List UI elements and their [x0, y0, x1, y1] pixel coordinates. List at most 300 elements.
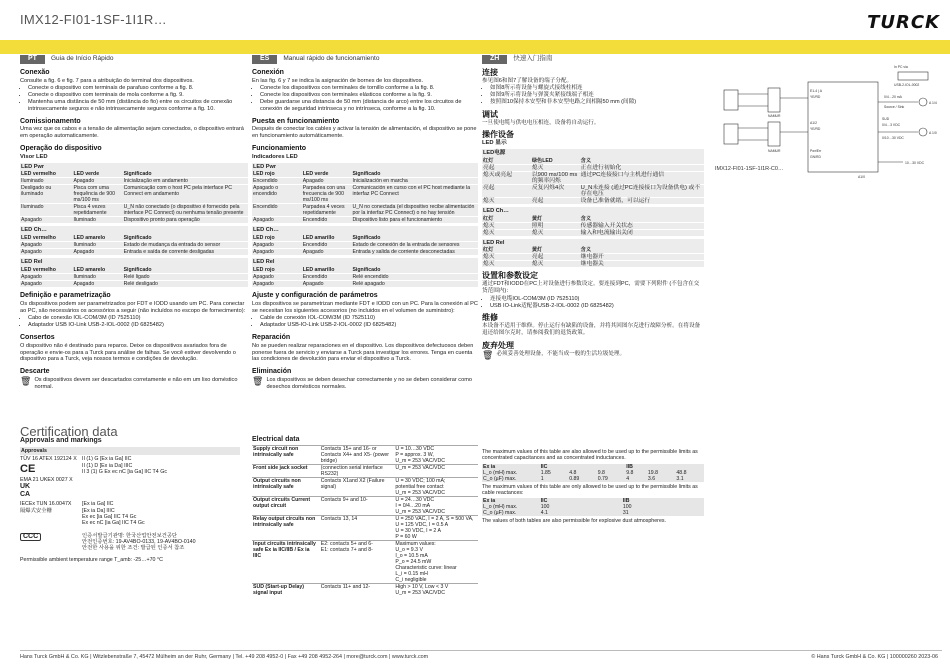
- table-row: [20, 242, 248, 249]
- list-item: • Conecte los dispositivos con terminales de tornillo conforme a la fig. 8.: [260, 85, 478, 92]
- wiring-lines: [724, 72, 928, 172]
- approval-mark: [Ex ia Ga] IIC: [82, 501, 114, 508]
- approval-name: 隔爆式安全栅: [20, 507, 52, 514]
- column-header: 含义: [580, 215, 592, 222]
- table-cell: 1: [540, 475, 544, 482]
- table-cell: Entrada e saída de corrente desligadas: [123, 249, 248, 256]
- table-cell: Inicialización en marcha: [351, 178, 478, 185]
- table-cell: U_N não conectado (o dispositivo é fornecido pela interface PC Connect) ou nenhuma tensão presente: [123, 204, 248, 217]
- table-cell: Relé apagado: [351, 280, 478, 287]
- approval-name: EMA 21 UKEX 0027 X: [20, 477, 73, 484]
- table-cell: Contacts 11+ and 12-: [320, 584, 395, 597]
- table-cell: 19.8: [647, 469, 659, 476]
- bullet-list: [20, 85, 248, 112]
- column-header: LED verde: [302, 171, 329, 178]
- section-heading: 操作设备: [482, 130, 514, 140]
- max-values-table-1: [482, 464, 704, 482]
- led-table-ch: [252, 226, 478, 255]
- table-cell: 通过PC连接接口与主机进行通信: [580, 171, 704, 184]
- approvals-block: [20, 447, 240, 563]
- zh-column: [482, 55, 704, 360]
- paragraph: Os dispositivos devem ser descartados corretamente e não em um lixo doméstico normal.: [34, 376, 238, 390]
- table-cell: Iluminado: [72, 217, 122, 224]
- table-cell: Apagado: [302, 178, 352, 185]
- approval-row: [20, 533, 240, 552]
- led-table-rel: [482, 239, 704, 268]
- table-row: [252, 465, 478, 478]
- diagram-label: GN/RD: [810, 155, 821, 159]
- table-row: [482, 197, 704, 204]
- table-row: [252, 273, 478, 280]
- table-cell: Iluminado: [20, 178, 72, 185]
- column-header: IIB: [622, 498, 630, 505]
- section-heading: Ajuste y configuración de parámetros: [252, 291, 378, 299]
- table-cell: Comunicação com o host PC pela interface PC Connect em andamento: [123, 185, 248, 204]
- column-header: LED vermelho: [21, 266, 56, 273]
- column-header: Significado: [352, 235, 381, 242]
- table-row: [482, 222, 704, 229]
- table-cell: 熄灭: [482, 229, 531, 236]
- table-cell: Dispositivo listo para el funcionamiento: [351, 217, 478, 224]
- lang-tag-es: ES: [252, 55, 277, 64]
- diagram-label: Source / Sink: [884, 105, 905, 109]
- table-cell: Entrada y salida de corriente desconectadas: [351, 249, 478, 256]
- approval-mark: 안전한 사용을 위한 조건: 발급된 인증서 참조: [82, 545, 185, 552]
- column-header: IIB: [626, 463, 633, 470]
- table-cell: 亮起: [531, 197, 580, 204]
- max-values-table-2: [482, 498, 704, 516]
- bullet-list: [482, 85, 704, 105]
- column-header: Significado: [123, 235, 152, 242]
- diagram-label: 0/10…30 VDC: [882, 136, 904, 140]
- electrical-heading: Electrical data: [252, 436, 300, 443]
- led-table-ch: [482, 207, 704, 236]
- table-cell: U = 250 VAC, I = 2 A, S = 500 VA, U = 125 VDC, I = 0.5 A U = 30 VDC, I = 2 A P = 60 W: [394, 516, 478, 541]
- table-cell: Encendido: [252, 178, 302, 185]
- approval-mark: 안전인증번호: 19-AV4BO-0133, 19-AV4BO-0140: [82, 538, 196, 545]
- table-cell: Input circuits intrinsically safe Ex ia IIC/IIB / Ex ia IIIC: [252, 541, 320, 584]
- paragraph: 本设备不适用于维修。停止运行有缺陷的设备，并将其回图尔克进行故障分析。在将设备退还给图尔克时，请参阅我们的退货政策。: [482, 323, 701, 336]
- list-item: • 连接电缆IOL-COM/3M (ID 7525110): [490, 296, 704, 303]
- list-item: • Mantenha uma distância de 50 mm (distância do fio) entre os circuitos de conexão intrinsecamente seguros e não intrinsecamente seguros conforme a fig. 10.: [28, 99, 248, 113]
- table-cell: 熄灭: [531, 229, 580, 236]
- led-table-pwr: [482, 149, 704, 204]
- table-cell: 亮起: [531, 254, 580, 261]
- table-cell: U = 24…30 VDC I = 0/4…20 mA U_m = 253 VAC/VDC: [394, 497, 478, 516]
- table-cell: Apagado: [72, 249, 122, 256]
- paragraph: Consulte a fig. 6 e fig. 7 para a atribuição do terminal dos dispositivos.: [20, 77, 194, 84]
- table-cell: Encendido: [302, 242, 352, 249]
- column-header: LED amarillo: [302, 235, 335, 242]
- table-row: [20, 185, 248, 204]
- paragraph: 必须妥善处理设备，不能当成一般的生活垃圾处理。: [496, 350, 626, 357]
- column-header: LED vermelho: [21, 235, 56, 242]
- led-table-rel: [252, 258, 478, 287]
- wiring-diagram: [718, 62, 943, 182]
- led-table-pwr: [20, 163, 248, 224]
- table-title: LED Ch…: [21, 227, 47, 234]
- table-cell: Supply circuit non intrinsically safe: [252, 446, 320, 465]
- table-cell: Apagado: [20, 273, 72, 280]
- paragraph: Os dispositivos podem ser parametrizados por FDT e IODD usando um PC. Para conectar ao PC, são necessários os acessórios a seguir (não incluídos no escopo de fornecimento):: [20, 300, 246, 314]
- table-row: [252, 497, 478, 516]
- column-header: Ex ia: [483, 498, 496, 505]
- table-title: LED Rel: [483, 239, 505, 246]
- diagram-label: A 1/0: [929, 131, 937, 135]
- table-row: [252, 249, 478, 256]
- paragraph: 参见图6和图7了解设备的端子分配。: [482, 77, 573, 84]
- table-cell: Iluminado: [20, 204, 72, 217]
- table-cell: 熄灭: [531, 164, 580, 171]
- table-cell: U_N未连接 (通过PC连接接口为设备供电) 或不存在电压: [580, 184, 704, 197]
- table-cell: Pisca com uma frequência de 900 ms/100 ms: [72, 185, 122, 204]
- table-row: [252, 584, 478, 597]
- subheading: Visor LED: [20, 153, 48, 160]
- table-cell: Estado de conexión de la entrada de sensores: [351, 242, 478, 249]
- bullet-list: [252, 315, 478, 329]
- section-heading: Comissionamento: [20, 117, 81, 125]
- table-cell: Apagado: [302, 249, 352, 256]
- list-item: • Conecte los dispositivos con terminales elásticos conforme a la fig. 9.: [260, 92, 478, 99]
- table-cell: 亮起: [482, 164, 531, 171]
- table-cell: Iluminado: [72, 273, 122, 280]
- list-item: • Conecte o dispositivo com terminais de parafuso conforme a fig. 8.: [28, 85, 248, 92]
- table-row: [482, 510, 704, 516]
- table-cell: Output circuits non intrinsically safe: [252, 478, 320, 497]
- pt-column: [20, 55, 248, 392]
- paragraph: Los dispositivos se parametrizan mediante FDT e IODD con un PC. Para la conexión al PC se necesitan los siguientes accesorios (no incluidos en el volumen de suministro):: [252, 300, 478, 314]
- table-cell: Apagado: [252, 242, 302, 249]
- approval-mark: II (1) D [Ex ia Da] IIIC: [82, 462, 133, 469]
- diagram-label: Pwr/Err: [810, 149, 822, 153]
- table-cell: 正在进行初始化: [580, 164, 704, 171]
- column-header: Ex ia: [483, 463, 496, 470]
- table-row: [252, 478, 478, 497]
- section-heading: 设置和参数设定: [482, 271, 538, 281]
- max-values-block: [482, 449, 704, 525]
- section-heading: Consertos: [20, 333, 55, 341]
- table-cell: 熄灭或亮起: [482, 171, 531, 184]
- es-column: [252, 55, 478, 392]
- table-row: [482, 254, 704, 261]
- table-cell: Apagado: [20, 242, 72, 249]
- column-header: LED verde: [73, 171, 100, 178]
- diagram-label: USB-2-IOL-0002: [894, 83, 920, 87]
- electrical-table: [252, 445, 478, 596]
- table-cell: Apagado: [252, 249, 302, 256]
- table-cell: Front side jack socket: [252, 465, 320, 478]
- table-row: [20, 217, 248, 224]
- column-header: 红灯: [483, 247, 494, 254]
- table-cell: High > 10 V, Low < 3 V U_m = 253 VAC/VDC: [394, 584, 478, 597]
- column-header: Significado: [352, 266, 381, 273]
- column-header: Significado: [123, 171, 152, 178]
- note: The maximum values of this table are also allowed to be used up to the permissible limits as concentrated capacitances and as concentrated inductances.: [482, 449, 698, 462]
- table-cell: L_o (mH) max.: [483, 469, 518, 476]
- section-heading: Definição e parametrização: [20, 291, 111, 299]
- subheading: Indicadores LED: [252, 153, 298, 160]
- table-row: [20, 273, 248, 280]
- table-cell: Comunicación en curso con el PC host mediante la interfaz PC Connect: [351, 185, 478, 204]
- table-cell: 0.89: [569, 475, 580, 482]
- table-cell: 传感器输入开关状态: [580, 222, 704, 229]
- lang-desc: Manual rápido de funcionamiento: [283, 55, 380, 62]
- document-title: IMX12-FI01-1SF-1I1R…: [20, 12, 167, 27]
- table-cell: Apagado: [20, 280, 72, 287]
- cert-title: Certification data: [20, 424, 118, 439]
- column-header: 黄灯: [531, 215, 543, 222]
- section-heading: Puesta en funcionamiento: [252, 117, 340, 125]
- table-cell: 熄灭: [531, 261, 580, 268]
- table-title: LED电源: [483, 149, 506, 156]
- table-cell: Estado de mudança da entrada do sensor: [123, 242, 248, 249]
- table-cell: 亮起: [482, 184, 531, 197]
- lang-tag-pt: PT: [20, 55, 45, 64]
- table-row: [482, 229, 704, 236]
- table-cell: Apagado: [20, 217, 72, 224]
- table-row: [252, 204, 478, 217]
- list-item: • 如图8所示将设备与螺旋式接线柱相连: [490, 85, 704, 92]
- table-cell: 熄灭: [482, 197, 531, 204]
- diagram-label: 0/4…3 VDC: [882, 123, 901, 127]
- list-item: • Cable de conexión IOL-COM/3M (ID 7525110): [260, 315, 478, 322]
- table-row: [482, 164, 704, 171]
- paragraph: Uma vez que os cabos e a tensão de alimentação sejam conectados, o dispositivo entrará em operação automaticamente.: [20, 126, 244, 140]
- table-cell: 3.6: [647, 475, 656, 482]
- bullet-list: [20, 315, 248, 329]
- table-cell: 设备已准备就绪，可以运行: [580, 197, 704, 204]
- waste-bin-icon: 🗑: [482, 349, 494, 360]
- approval-mark: II 3 (1) G Ex ec nC [ia Ga] IIC T4 Gc: [82, 468, 167, 475]
- section-heading: Eliminación: [252, 368, 292, 376]
- table-cell: 继电器开: [580, 254, 704, 261]
- table-cell: Output circuits Current output circuit: [252, 497, 320, 516]
- table-cell: Iluminado: [72, 242, 122, 249]
- table-cell: 4.1: [540, 510, 548, 517]
- table-cell: Apagado: [252, 217, 302, 224]
- table-cell: Contacts 15+ and 16- or Contacts X4+ and X5- (power bridge): [320, 446, 395, 465]
- table-cell: (connection serial interface RS232): [320, 465, 395, 478]
- column-header: IIC: [540, 463, 548, 470]
- table-cell: Apagado: [252, 273, 302, 280]
- table-cell: Apagado: [252, 280, 302, 287]
- diagram-caption: IMX12-FI01-1SF-1I1R-C0…: [715, 166, 784, 172]
- led-table-pwr: [252, 163, 478, 224]
- diagram-label: A 1/4: [929, 101, 937, 105]
- table-cell: C_o (µF) max.: [483, 475, 517, 482]
- column-header: LED rojo: [253, 235, 275, 242]
- table-cell: Apagado o encendido: [252, 185, 302, 204]
- approval-mark: Ex ec [ia Ga] IIC T4 Gc: [82, 514, 137, 521]
- led-table-rel: [20, 258, 248, 287]
- table-cell: U = 30 VDC; 100 mA; potential free contact U_m = 253 VAC/VDC: [394, 478, 478, 497]
- table-cell: Apagado: [72, 178, 122, 185]
- section-heading: 调试: [482, 109, 498, 119]
- column-header: 红灯: [483, 157, 494, 164]
- table-cell: U = 10…30 VDC P = approx. 3 W, U_m = 253 VAC/VDC: [394, 446, 478, 465]
- table-row: [482, 171, 704, 184]
- ccc-mark-icon: CCC: [20, 533, 41, 541]
- table-cell: Relay output circuits non intrinsically safe: [252, 516, 320, 541]
- table-title: LED Pwr: [253, 163, 277, 170]
- table-cell: L_o (mH) max.: [483, 504, 518, 511]
- section-heading: 连接: [482, 67, 498, 77]
- table-cell: 反复闪烁4次: [531, 184, 580, 197]
- diagram-label: NAMUR: [768, 149, 781, 153]
- footer-divider: [20, 650, 942, 651]
- table-title: LED Rel: [21, 259, 43, 266]
- table-cell: C_o (µF) max.: [483, 510, 517, 517]
- table-cell: Inicialização em andamento: [123, 178, 248, 185]
- table-cell: Dispositivo pronto para operação: [123, 217, 248, 224]
- section-heading: Conexión: [252, 68, 284, 76]
- column-header: 绿色LED: [531, 157, 553, 164]
- table-row: [252, 178, 478, 185]
- column-header: LED amarelo: [73, 235, 106, 242]
- column-header: 红灯: [483, 215, 494, 222]
- table-row: [20, 249, 248, 256]
- lang-desc: 快速入门指南: [513, 55, 553, 62]
- table-row: [252, 242, 478, 249]
- ce-mark-icon: CE: [20, 462, 36, 475]
- table-cell: 100: [540, 504, 550, 511]
- list-item: • Conecte o dispositivo com terminais de mola conforme a fig. 9.: [28, 92, 248, 99]
- table-cell: Parpadea con una frecuencia de 900 ms/100 ms: [302, 185, 352, 204]
- paragraph: Los dispositivos se deben desechar correctamente y no se deben considerar como desechos domésticos normales.: [266, 376, 472, 390]
- paragraph: No se pueden realizar reparaciones en el dispositivo. Los dispositivos defectuosos deben ponerse fuera de servicio y enviarse a Turck para investigar los errores. Tenga en cuenta las condiciones de devolución para enviar el dispositivo a Turck.: [252, 342, 474, 363]
- list-item: • 如图9所示将设备与弹簧夹紧接线端子相连: [490, 92, 704, 99]
- table-cell: 熄灭: [482, 254, 531, 261]
- approval-mark: 인증서발급기관명: 한국산업안전보건공단: [82, 532, 178, 539]
- section-heading: 维修: [482, 313, 498, 323]
- paragraph: En las fig. 6 y 7 se indica la asignación de bornes de los dispositivos.: [252, 77, 424, 84]
- table-cell: 4.8: [569, 469, 577, 476]
- diagram-label: A1/0: [858, 175, 865, 179]
- diagram-label: In PC via: [894, 65, 908, 69]
- footer-contact: Hans Turck GmbH & Co. KG | Witzlebenstraße 7, 45472 Mülheim an der Ruhr, Germany | Tel. +49 208 4952-0 | Fax +49 208 4952-264 | more@turck.com | www.turck.com: [20, 654, 429, 660]
- table-row: [252, 516, 478, 541]
- column-header: LED rojo: [253, 171, 275, 178]
- section-heading: Descarte: [20, 368, 50, 376]
- table-row: [252, 541, 478, 584]
- bullet-list: [482, 296, 704, 310]
- table-cell: 照明: [531, 222, 580, 229]
- section-heading: Conexão: [20, 68, 50, 76]
- list-item: • Adaptador USB-IO-Link USB-2-IOL-0002 (ID 6825482): [260, 322, 478, 329]
- table-cell: 0.79: [597, 475, 608, 482]
- table-row: [252, 185, 478, 204]
- column-header: 含义: [580, 247, 592, 254]
- table-title: LED Ch…: [483, 207, 509, 214]
- table-row: [20, 178, 248, 185]
- note: The values of both tables are also permissible for explosive dust atmospheres.: [482, 518, 667, 525]
- note: The maximum values of this table are only allowed to be used up to the permissible limits as cable reactances:: [482, 483, 698, 496]
- table-cell: 熄灭: [482, 222, 531, 229]
- column-header: LED rojo: [253, 266, 275, 273]
- list-item: • Cabo de conexão IOL-COM/3M (ID 7525110): [28, 315, 248, 322]
- approval-mark: II (1) G [Ex ia Ga] IIC: [82, 456, 132, 463]
- table-row: [482, 184, 704, 197]
- table-cell: U_m = 253 VAC/VDC: [394, 465, 478, 478]
- table-cell: Parpadea 4 veces repetidamente: [302, 204, 352, 217]
- lang-desc: Guia de Início Rápido: [50, 55, 114, 62]
- table-cell: Encendido: [302, 273, 352, 280]
- table-row: [252, 280, 478, 287]
- list-item: • Adaptador USB IO-Link USB-2-IOL-0002 (ID 6825482): [28, 322, 248, 329]
- led-table-ch: [20, 226, 248, 255]
- table-cell: Maximum values: U_o = 9.3 V I_o = 10.5 mA P_o = 24.5 mW Characteristic curve: linear L_i = 0.15 mH C_i negligible: [394, 541, 478, 584]
- diagram-label: YE/RD: [810, 127, 821, 131]
- section-heading: Reparación: [252, 333, 291, 341]
- table-cell: 输入和电流输出关闭: [580, 229, 704, 236]
- table-row: [482, 476, 704, 482]
- table-cell: Desligado ou iluminado: [20, 185, 72, 204]
- table-cell: 4: [626, 475, 630, 482]
- paragraph: Después de conectar los cables y activar la tensión de alimentación, el dispositivo se pone en funcionamiento automáticamente.: [252, 126, 477, 140]
- table-cell: Apagado: [302, 280, 352, 287]
- yellow-header-band: [0, 40, 950, 54]
- table-cell: Contacts X1and X2 (Failure signal): [320, 478, 395, 497]
- section-heading: 废弃处理: [482, 340, 514, 350]
- column-header: 黄灯: [531, 247, 543, 254]
- column-header: LED amarillo: [302, 266, 335, 273]
- approvals-heading: Approvals: [20, 447, 240, 455]
- table-row: [252, 446, 478, 465]
- table-cell: SUD (Start-up Delay) signal input: [252, 584, 320, 597]
- section-heading: Funcionamiento: [252, 144, 307, 152]
- table-title: LED Ch…: [253, 227, 279, 234]
- approval-name: IECEx TUN 16.0047X: [20, 501, 72, 508]
- table-cell: 继电器关: [580, 261, 704, 268]
- electrical-data-block: [252, 437, 478, 596]
- bullet-list: [252, 85, 478, 112]
- table-title: LED Rel: [253, 259, 275, 266]
- table-cell: 9.8: [597, 469, 605, 476]
- table-cell: Apagado: [72, 280, 122, 287]
- table-cell: Contacts 9+ and 10-: [320, 497, 395, 516]
- table-cell: Relé encendido: [351, 273, 478, 280]
- table-cell: 48.8: [676, 469, 687, 476]
- approval-mark: [Ex ia Da] IIIC: [82, 507, 115, 514]
- column-header: Significado: [123, 266, 152, 273]
- table-row: [482, 261, 704, 268]
- diagram-label: 0/4…20 mA: [884, 95, 902, 99]
- table-cell: 熄灭: [482, 261, 531, 268]
- diagram-label: E1-4 | A: [810, 89, 823, 93]
- table-cell: Encendido: [252, 204, 302, 217]
- table-cell: U_N no conectada (el dispositivo recibe alimentación por la interfaz PC Connect) o no hay tensión: [351, 204, 478, 217]
- column-header: LED vermelho: [21, 171, 56, 178]
- table-cell: Pisca 4 vezes repetidamente: [72, 204, 122, 217]
- list-item: • Debe guardarse una distancia de 50 mm (distancia de arco) entre los circuitos de conexión de seguridad intrínseca y no intrínseca, conforme a la fig. 10.: [260, 99, 478, 113]
- waste-bin-icon: 🗑: [20, 375, 32, 386]
- table-row: [252, 217, 478, 224]
- approval-name: TÜV 16 ATEX 192124 X: [20, 456, 77, 463]
- paragraph: O dispositivo não é destinado para reparos. Deixe os dispositivos avariados fora de operação e envie-os para a Turck para análise de falhas. Se você estiver devolvendo o dispositivo para a Turck, veja nossos termos e condições de devolução.: [20, 342, 236, 363]
- table-cell: 9.8: [626, 469, 634, 476]
- diagram-label: 10…30 VDC: [905, 161, 925, 165]
- table-title: LED Pwr: [21, 163, 45, 170]
- ambient-temperature: Permissible ambient temperature range T_amb: -25…+70 °C: [20, 556, 163, 563]
- diagram-label: YE/RD: [810, 95, 821, 99]
- table-row: [20, 204, 248, 217]
- table-cell: 1.85: [540, 469, 551, 476]
- paragraph: 通过FDT和IODD在PC上对设备进行参数设定。要连接到PC，需要下列附件 (不包含在交货范围内)：: [482, 281, 700, 294]
- table-cell: Apagado: [20, 249, 72, 256]
- approval-mark: Ex ec nC [ia Ga] IIC T4 Gc: [82, 520, 145, 527]
- table-cell: Encendido: [302, 217, 352, 224]
- cert-subtitle: Approvals and markings: [20, 437, 102, 444]
